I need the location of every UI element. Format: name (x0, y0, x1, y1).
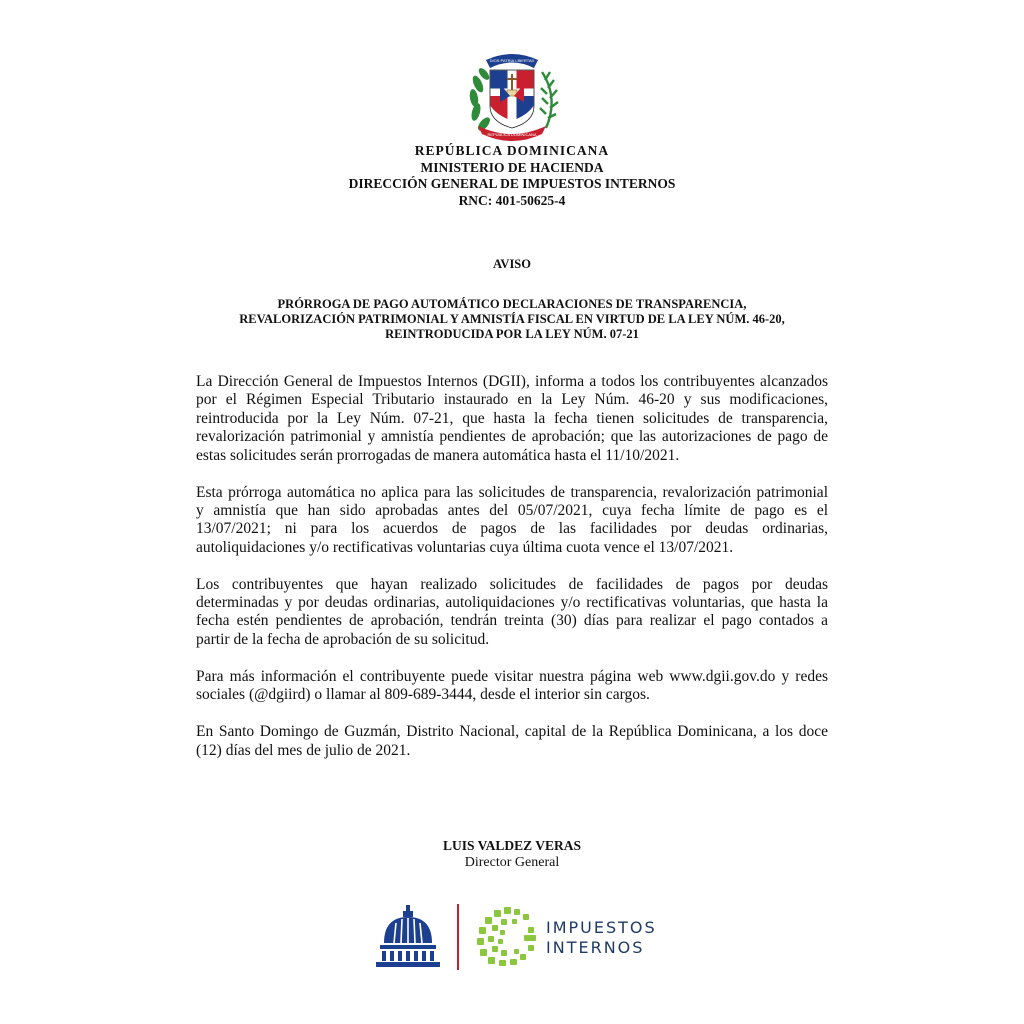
body-line: y amnistía que han sido aprobadas antes del 05/07/2021, cuya fecha límite de pago es el (196, 501, 828, 519)
ministry-name: MINISTERIO DE HACIENDA (420, 159, 604, 175)
body-line: Esta prórroga automática no aplica para las solicitudes de transparencia, revalorización patrimonial (196, 483, 828, 501)
wordmark-line-2: INTERNOS (546, 938, 645, 957)
body-line: (12) días del mes de julio de 2021. (196, 741, 411, 759)
svg-text:DIOS PATRIA LIBERTAD: DIOS PATRIA LIBERTAD (489, 58, 535, 63)
subject-line: REINTRODUCIDA POR LA LEY NÚM. 07-21 (385, 327, 639, 341)
dgii-wordmark (546, 918, 657, 958)
wordmark-line-1: IMPUESTOS (546, 918, 657, 937)
body-line: por el Régimen Especial Tributario instaurado en la Ley Núm. 46-20 y sus modificaciones, (196, 391, 828, 409)
body-line: estas solicitudes serán prorrogadas de manera automática hasta el 11/10/2021. (196, 446, 680, 464)
body-line: Los contribuyentes que hayan realizado solicitudes de facilidades de pagos por deudas (196, 575, 828, 593)
signatory-name: LUIS VALDEZ VERAS (442, 838, 582, 853)
paragraph-2 (196, 484, 828, 558)
footer-divider (457, 904, 459, 970)
paragraph-5 (196, 723, 828, 760)
dgii-logo-mark (474, 905, 540, 967)
body-line: fecha estén pendientes de aprobación, tendrán treinta (30) días para realizar el pago contados a (196, 612, 828, 630)
svg-text:REPÚBLICA DOMINICANA: REPÚBLICA DOMINICANA (487, 132, 537, 137)
body-line: La Dirección General de Impuestos Internos (DGII), informa a todos los contribuyentes alcanzados (196, 373, 828, 390)
paragraph-1 (196, 373, 828, 465)
body-line: revalorización patrimonial y amnistía pendientes de aprobación; que las autorizaciones de pago de (196, 428, 828, 446)
coat-of-arms-emblem (464, 44, 560, 144)
paragraph-3 (196, 576, 828, 650)
body-line: Para más información el contribuyente puede visitar nuestra página web www.dgii.gov.do y redes (196, 667, 828, 685)
shield (490, 70, 534, 128)
subject-line: PRÓRROGA DE PAGO AUTOMÁTICO DECLARACIONES DE TRANSPARENCIA, (277, 297, 747, 311)
notice-subject (200, 297, 824, 342)
body-line: partir de la fecha de aprobación de su solicitud. (196, 630, 490, 648)
body-line: determinadas y por deudas ordinarias, autoliquidaciones y/o rectificativas voluntarias, que hasta la (196, 594, 828, 612)
signatory-title: Director General (464, 855, 560, 870)
palm-branch-right (540, 72, 558, 128)
body-line: 13/07/2021; ni para los acuerdos de pagos de las facilidades por deudas ordinarias, (196, 520, 828, 538)
body-line: sociales (@dgiird) o llamar al 809-689-3444, desde el interior sin cargos. (196, 686, 650, 704)
agency-name: DIRECCIÓN GENERAL DE IMPUESTOS INTERNOS (348, 176, 676, 191)
paragraph-4 (196, 668, 828, 705)
notice-heading: AVISO (493, 257, 531, 271)
signature-block (0, 837, 1024, 871)
body-line: reintroducida por la Ley Núm. 07-21, que hasta la fecha tienen solicitudes de transparencia, (196, 409, 828, 427)
capitol-dome-logo (374, 905, 442, 969)
subject-line: REVALORIZACIÓN PATRIMONIAL Y AMNISTÍA FISCAL EN VIRTUD DE LA LEY NÚM. 46-20, (239, 312, 785, 326)
laurel-branch-left (468, 66, 492, 132)
rnc-number: RNC: 401-50625-4 (458, 192, 566, 208)
document-header (0, 143, 1024, 209)
country-name: REPÚBLICA DOMINICANA (414, 143, 610, 158)
notice-body (196, 373, 828, 778)
body-line: En Santo Domingo de Guzmán, Distrito Nacional, capital de la República Dominicana, a los doce (196, 723, 828, 741)
body-line: autoliquidaciones y/o rectificativas voluntarias cuya última cuota vence el 13/07/2021. (196, 538, 734, 556)
